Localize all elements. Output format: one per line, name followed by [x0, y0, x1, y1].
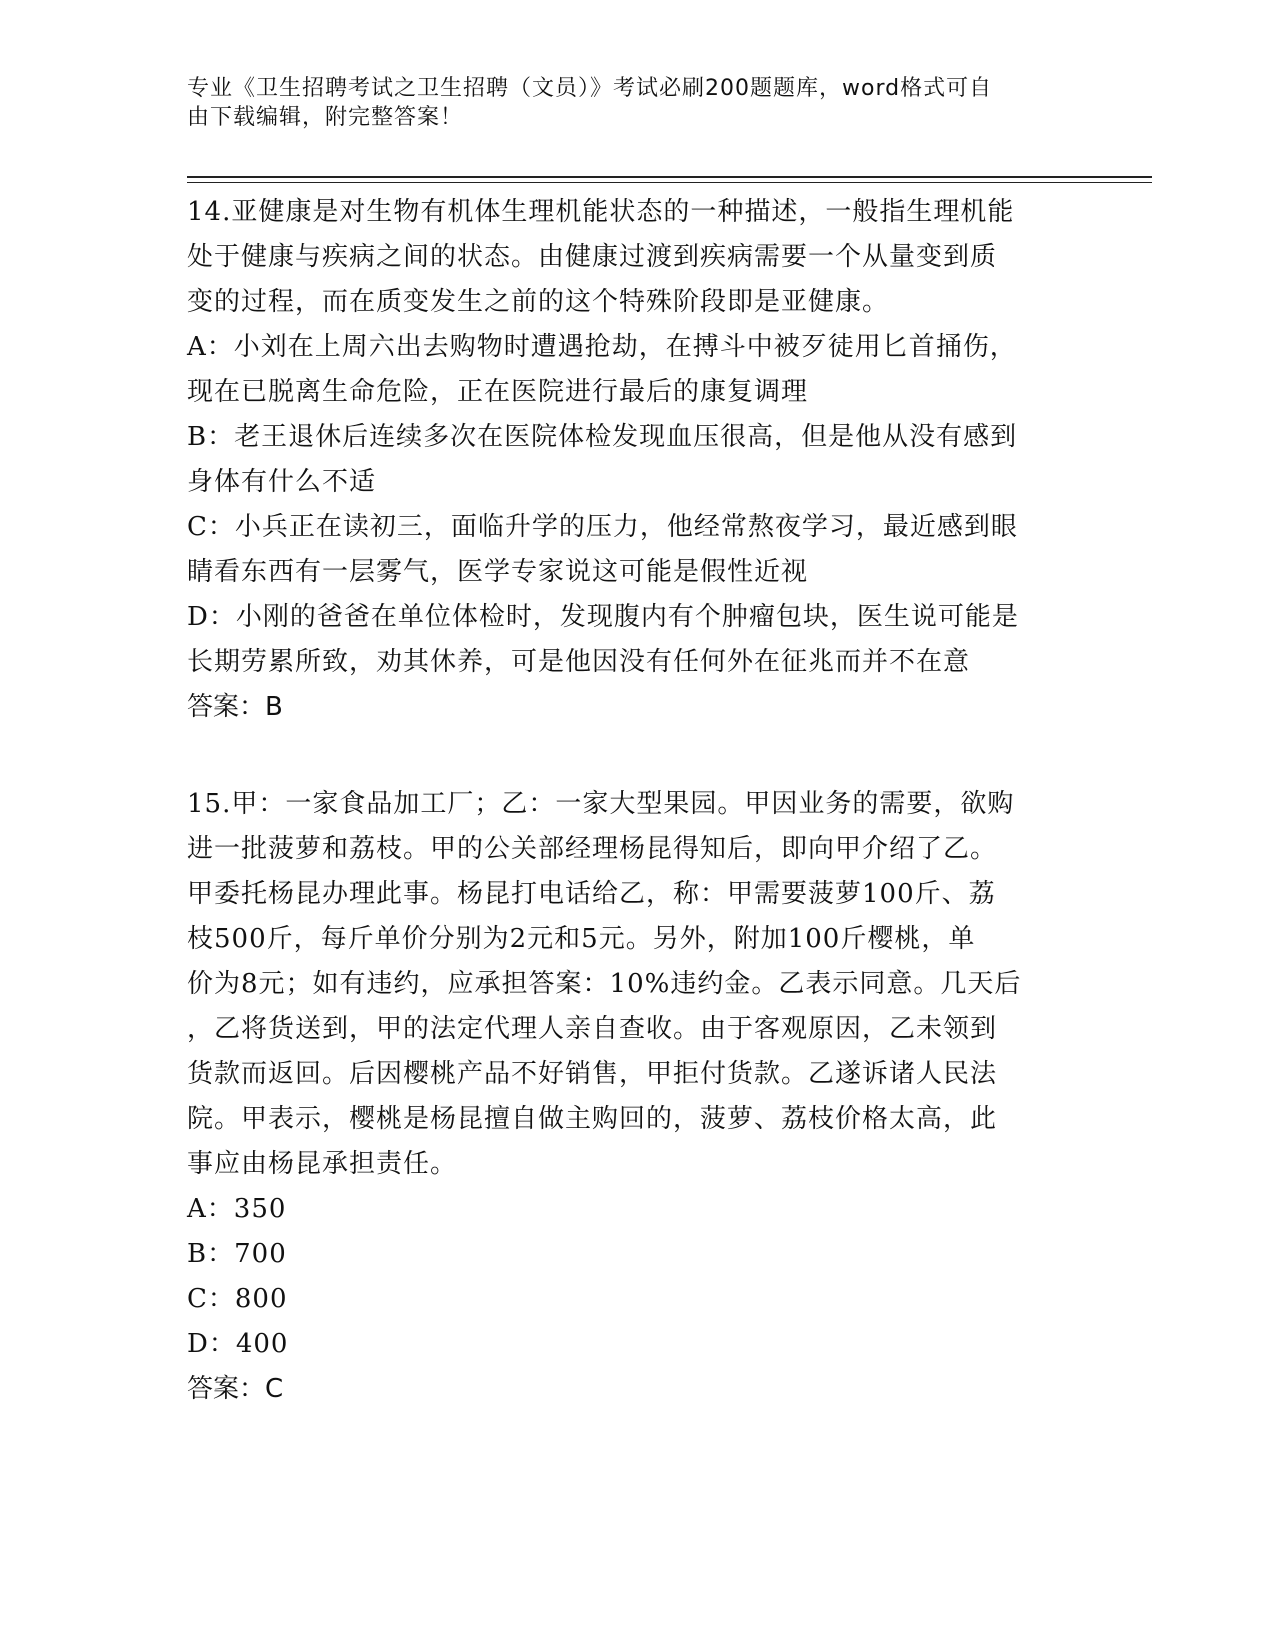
option-a-continued: 现在已脱离生命危险，正在医院进行最后的康复调理: [187, 377, 809, 407]
option-a: A：小刘在上周六出去购物时遭遇抢劫，在搏斗中被歹徒用匕首捅伤，: [187, 332, 1017, 362]
question-line: 甲委托杨昆办理此事。杨昆打电话给乙，称：甲需要菠萝100斤、荔: [187, 879, 996, 909]
question-14: [187, 190, 1087, 730]
question-line: 变的过程，而在质变发生之前的这个特殊阶段即是亚健康。: [187, 287, 890, 317]
question-line: 进一批菠萝和荔枝。甲的公关部经理杨昆得知后，即向甲介绍了乙。: [187, 834, 998, 864]
question-spacer: [187, 730, 1087, 782]
header-line: 专业《卫生招聘考试之卫生招聘（文员）》考试必刷200题题库，word格式可自: [187, 76, 993, 101]
question-line: 14.亚健康是对生物有机体生理机能状态的一种描述，一般指生理机能: [187, 197, 1015, 227]
header-line: 由下载编辑，附完整答案！: [187, 105, 464, 130]
option-d: D：400: [187, 1329, 289, 1359]
question-15: [187, 782, 1087, 1412]
header-divider-thick: [187, 176, 1152, 178]
option-c: C：800: [187, 1284, 288, 1314]
option-a: A：350: [187, 1194, 287, 1224]
question-line: 价为8元；如有违约，应承担答案：10%违约金。乙表示同意。几天后: [187, 969, 1022, 999]
question-line: 15.甲：一家食品加工厂；乙：一家大型果园。甲因业务的需要，欲购: [187, 789, 1015, 819]
answer-label: 答案：C: [187, 1374, 284, 1404]
option-d-continued: 长期劳累所致，劝其休养，可是他因没有任何外在征兆而并不在意: [187, 647, 971, 677]
header-divider-thin: [187, 182, 1152, 183]
option-b: B：老王退休后连续多次在医院体检发现血压很高，但是他从没有感到: [187, 422, 1018, 452]
document-header: [187, 74, 1067, 132]
option-b-continued: 身体有什么不适: [187, 467, 377, 497]
document-body: [187, 190, 1087, 1412]
option-b: B：700: [187, 1239, 287, 1269]
answer-label: 答案：B: [187, 692, 283, 722]
option-c-continued: 睛看东西有一层雾气，医学专家说这可能是假性近视: [187, 557, 809, 587]
question-line: ，乙将货送到，甲的法定代理人亲自查收。由于客观原因，乙未领到: [187, 1014, 998, 1044]
question-line: 枝500斤，每斤单价分别为2元和5元。另外，附加100斤樱桃，单: [187, 924, 976, 954]
question-line: 货款而返回。后因樱桃产品不好销售，甲拒付货款。乙遂诉诸人民法: [187, 1059, 998, 1089]
question-line: 事应由杨昆承担责任。: [187, 1149, 458, 1179]
question-line: 处于健康与疾病之间的状态。由健康过渡到疾病需要一个从量变到质: [187, 242, 998, 272]
question-line: 院。甲表示，樱桃是杨昆擅自做主购回的，菠萝、荔枝价格太高，此: [187, 1104, 998, 1134]
option-d: D：小刚的爸爸在单位体检时，发现腹内有个肿瘤包块，医生说可能是: [187, 602, 1019, 632]
option-c: C：小兵正在读初三，面临升学的压力，他经常熬夜学习，最近感到眼: [187, 512, 1018, 542]
